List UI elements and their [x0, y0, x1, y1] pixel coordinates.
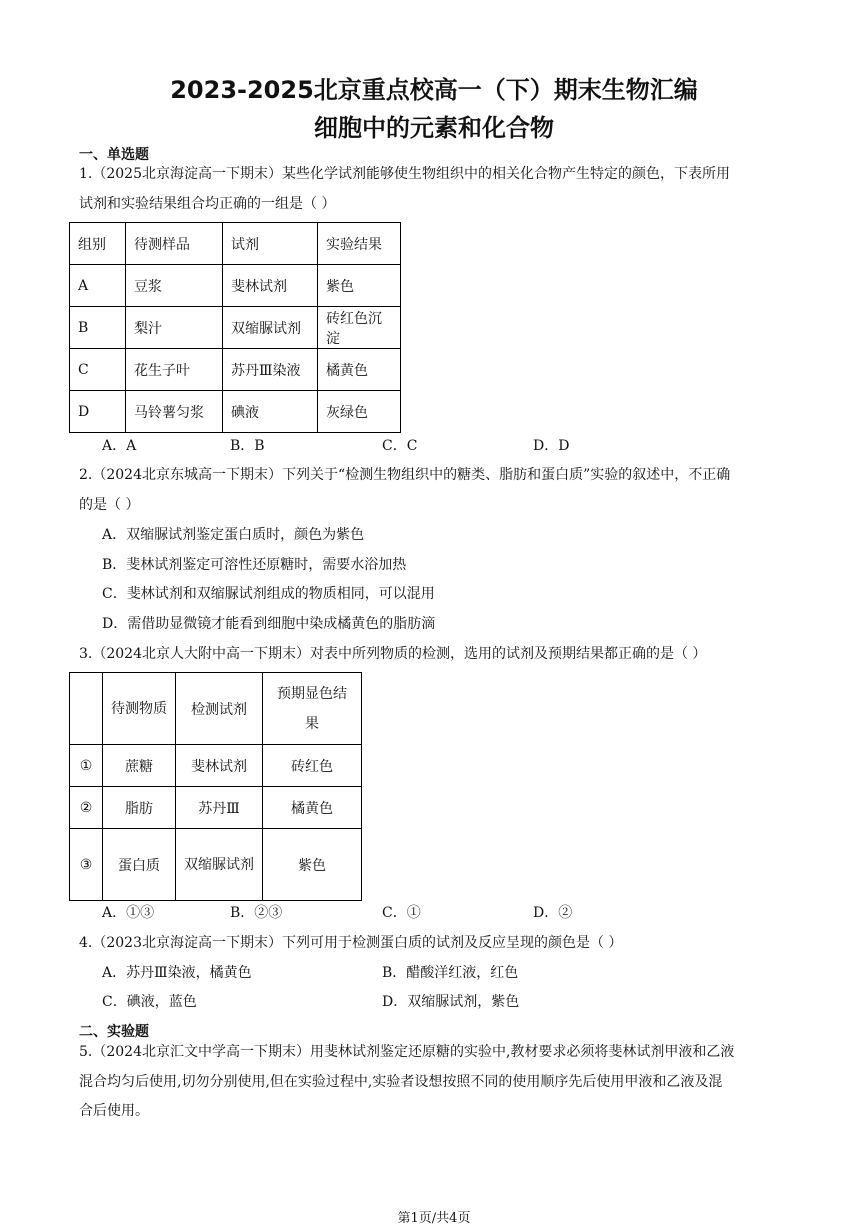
table-row: [70, 349, 401, 391]
q2-stem-line2: 的是（ ）: [79, 497, 140, 513]
q1-option-d[interactable]: D．D: [533, 438, 570, 454]
q1-option-c[interactable]: C．C: [382, 438, 418, 454]
table-cell: ①: [70, 745, 103, 787]
table-cell: 紫色: [318, 265, 401, 307]
table-cell: 灰绿色: [318, 391, 401, 433]
q3-table: [69, 672, 362, 901]
table-cell: 试剂: [223, 223, 318, 265]
q1-table: [69, 222, 401, 433]
q3-option-c[interactable]: C．①: [382, 905, 421, 921]
table-cell: 待测物质: [103, 673, 176, 745]
q5-stem-line1: 5.（2024北京汇文中学高一下期末）用斐林试剂鉴定还原糖的实验中,教材要求必须将斐林试剂甲液和乙液: [79, 1044, 735, 1060]
table-cell: 预期显色结果: [263, 673, 362, 745]
table-row: [70, 787, 362, 829]
table-cell: 脂肪: [103, 787, 176, 829]
q5-stem-line2: 混合均匀后使用,切勿分别使用,但在实验过程中,实验者设想按照不同的使用顺序先后使用甲液和乙液及混: [79, 1074, 723, 1090]
table-cell: [70, 673, 103, 745]
table-cell: ③: [70, 829, 103, 901]
table-cell: 紫色: [263, 829, 362, 901]
q3-stem-line1: 3.（2024北京人大附中高一下期末）对表中所列物质的检测，选用的试剂及预期结果都正确的是（ ）: [79, 646, 707, 662]
document-subtitle: 细胞中的元素和化合物: [314, 114, 554, 142]
q4-option-d[interactable]: D．双缩脲试剂，紫色: [382, 994, 520, 1010]
table-cell: 蛋白质: [103, 829, 176, 901]
table-row: [70, 829, 362, 901]
table-row: [70, 223, 401, 265]
q4-option-c[interactable]: C．碘液，蓝色: [102, 994, 197, 1010]
q2-option-c[interactable]: C．斐林试剂和双缩脲试剂组成的物质相同，可以混用: [102, 586, 435, 602]
table-row: [70, 745, 362, 787]
q1-option-a[interactable]: A．A: [102, 438, 137, 454]
table-cell: 检测试剂: [176, 673, 263, 745]
q1-stem-line1: 1.（2025北京海淀高一下期末）某些化学试剂能够使生物组织中的相关化合物产生特定的颜色，下表所用: [79, 166, 730, 182]
table-cell: 斐林试剂: [176, 745, 263, 787]
table-cell: 橘黄色: [263, 787, 362, 829]
table-cell: A: [70, 265, 126, 307]
q2-option-b[interactable]: B．斐林试剂鉴定可溶性还原糖时，需要水浴加热: [102, 557, 407, 573]
document-title: 2023-2025北京重点校高一（下）期末生物汇编: [170, 76, 698, 104]
table-cell: 苏丹Ⅲ: [176, 787, 263, 829]
q4-stem-line1: 4.（2023北京海淀高一下期末）下列可用于检测蛋白质的试剂及反应呈现的颜色是（ ）: [79, 935, 623, 951]
table-cell: 碘液: [223, 391, 318, 433]
q3-option-b[interactable]: B．②③: [230, 905, 283, 921]
section-heading-single-choice: 一、单选题: [79, 147, 149, 163]
table-cell: 马铃薯匀浆: [126, 391, 223, 433]
table-cell: 花生子叶: [126, 349, 223, 391]
table-cell: ②: [70, 787, 103, 829]
table-cell: 砖红色沉淀: [318, 307, 401, 349]
q4-option-a[interactable]: A．苏丹Ⅲ染液，橘黄色: [102, 965, 252, 981]
table-cell: 豆浆: [126, 265, 223, 307]
table-cell: D: [70, 391, 126, 433]
table-row: [70, 391, 401, 433]
table-cell: 梨汁: [126, 307, 223, 349]
q3-option-d[interactable]: D．②: [533, 905, 573, 921]
table-row: [70, 307, 401, 349]
table-row: [70, 265, 401, 307]
table-row: [70, 673, 362, 745]
q2-stem-line1: 2.（2024北京东城高一下期末）下列关于“检测生物组织中的糖类、脂肪和蛋白质”实验的叙述中，不正确: [79, 467, 731, 483]
q2-option-a[interactable]: A．双缩脲试剂鉴定蛋白质时，颜色为紫色: [102, 527, 365, 543]
page-number-footer: 第1页/共4页: [397, 1211, 471, 1226]
q1-option-b[interactable]: B．B: [230, 438, 265, 454]
table-cell: 斐林试剂: [223, 265, 318, 307]
table-cell: C: [70, 349, 126, 391]
q2-option-d[interactable]: D．需借助显微镜才能看到细胞中染成橘黄色的脂肪滴: [102, 616, 436, 632]
table-cell: 苏丹Ⅲ染液: [223, 349, 318, 391]
table-cell: 蔗糖: [103, 745, 176, 787]
table-cell: B: [70, 307, 126, 349]
table-cell: 待测样品: [126, 223, 223, 265]
q1-stem-line2: 试剂和实验结果组合均正确的一组是（ ）: [79, 196, 336, 212]
q5-stem-line3: 合后使用。: [79, 1103, 149, 1119]
table-cell: 组别: [70, 223, 126, 265]
table-cell: 实验结果: [318, 223, 401, 265]
q3-option-a[interactable]: A．①③: [102, 905, 155, 921]
table-cell: 橘黄色: [318, 349, 401, 391]
table-cell: 双缩脲试剂: [176, 829, 263, 901]
table-cell: 双缩脲试剂: [223, 307, 318, 349]
section-heading-experiment: 二、实验题: [79, 1024, 149, 1040]
q4-option-b[interactable]: B．醋酸洋红液，红色: [382, 965, 519, 981]
table-cell: 砖红色: [263, 745, 362, 787]
